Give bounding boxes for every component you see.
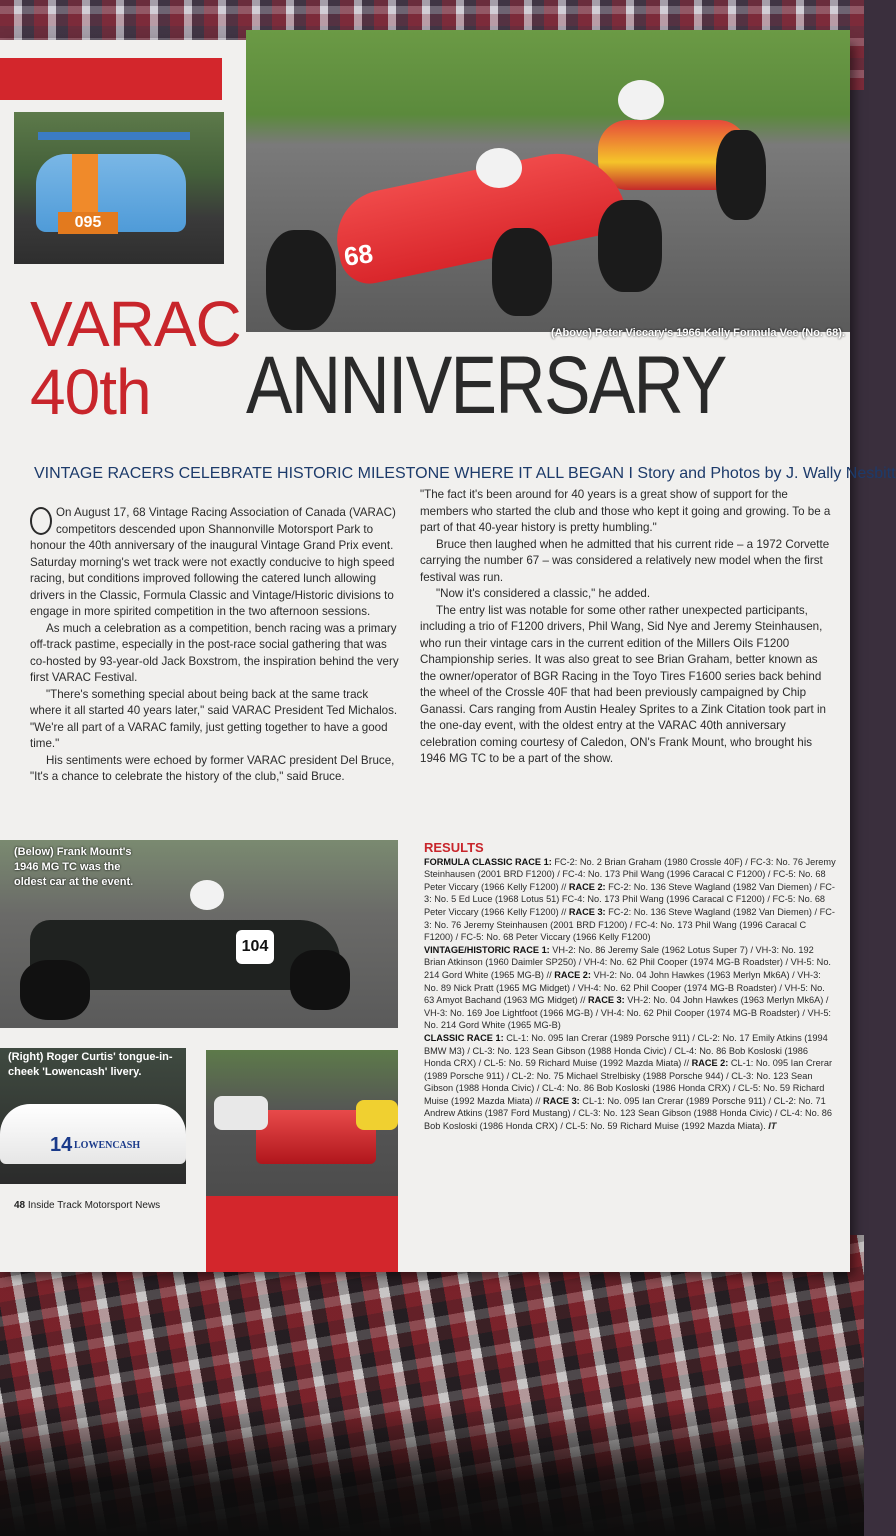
results-entry: VH-2: No. 04 John Hawkes (1963 Merlyn Mk6A) / VH-3: No. 169 Joe Lightfoot (1966 MG-B) / VH-4: No. 62 Phil Cooper (1974 MG-B Roadster) / VH-5: No. 214 Gord White (1965 MG-B): [424, 995, 831, 1031]
caption-above: (Above) Peter Viccary's 1966 Kelly Formula Vee (No. 68).: [550, 327, 845, 339]
paragraph: "The fact it's been around for 40 years is a great show of support for the members who started the club and those who kept it going and growing. To be a part of that 40-year history is pretty humbling.": [420, 488, 831, 534]
porsche944-number: 14: [50, 1134, 73, 1156]
results-label: RACE 2:: [691, 1058, 729, 1069]
results-entry: VH-2: No. 86 Jeremy Sale (1962 Lotus Super 7) / VH-3: No. 192 Brian Atkinson (1960 Daimler SP250) / VH-4: No. 62 Phil Cooper (1974 MG-B Roadster) / VH-5: No. 214 Gord White (1965 MG-B) //: [424, 944, 831, 980]
results-section: [424, 842, 836, 1133]
paragraph: Bruce then laughed when he admitted that his current ride – a 1972 Corvette carrying the number 67 – was considered a relatively new model when the first festival was run.: [420, 537, 830, 584]
results-label: RACE 3:: [587, 995, 625, 1006]
results-label: CLASSIC RACE 1:: [424, 1032, 504, 1043]
deck-kicker: VINTAGE RACERS CELEBRATE HISTORIC MILESTONE WHERE IT ALL BEGAN: [34, 465, 625, 482]
paragraph-text: On August 17, 68 Vintage Racing Association of Canada (VARAC) competitors descended upon Shannonville Motorsport Park to honour the 40th anniversary of the inaugural Vintage Grand Prix event. Saturday morning's wet track were not exactly conducive to high speed racing, but conditions improved following the catered lunch allowing drivers in the Classic, Formula Classic and Vintage/Historic divisions to engage in more spirited competition in the two afternoon sessions.: [30, 506, 396, 618]
publication-name: Inside Track Motorsport News: [27, 1200, 161, 1211]
plaid-fabric-foreground: [0, 1235, 864, 1536]
results-text: [424, 856, 836, 1133]
tire: [716, 130, 766, 220]
porsche-number: 095: [58, 212, 118, 234]
caption-below: (Below) Frank Mount's 1946 MG TC was the oldest car at the event.: [14, 846, 134, 888]
helmet: [190, 880, 224, 910]
paragraph: [30, 505, 402, 621]
dark-shadow: [0, 1405, 864, 1536]
results-label: RACE 2:: [554, 969, 591, 980]
results-label: VINTAGE/HISTORIC RACE 1:: [424, 944, 550, 955]
paragraph: As much a celebration as a competition, bench racing was a primary off-track pastime, especially in the post-race social gathering that was co-hosted by 93-year-old Jack Boxstrom, the inspiration behind the very first VARAC Festival.: [30, 621, 399, 684]
title-40th: 40th: [30, 356, 151, 428]
title-varac: VARAC: [30, 288, 241, 360]
red-accent-bar-bottom: [206, 1196, 398, 1272]
tire: [492, 228, 552, 316]
yellow-race-car: [356, 1100, 398, 1130]
lowencash-label: LOWENCASH: [74, 1140, 141, 1151]
helmet: [476, 148, 522, 188]
helmet: [618, 80, 664, 120]
results-label: FORMULA CLASSIC RACE 1:: [424, 856, 552, 867]
dropcap: [30, 507, 52, 535]
red-accent-bar: [0, 58, 222, 100]
end-mark: IT: [768, 1121, 777, 1132]
magazine-page: [0, 40, 896, 1272]
tire: [20, 960, 90, 1020]
porsche-wing: [38, 132, 190, 140]
paragraph: "There's something special about being back at the same track where it all started 40 years later," said VARAC President Ted Michalos. "We're all part of a VARAC family, just getting together to have a good time.": [30, 687, 398, 750]
results-heading: RESULTS: [424, 840, 484, 855]
tire: [290, 950, 350, 1010]
body-column-left: [30, 505, 402, 786]
deck-separator: I: [624, 465, 638, 482]
vee-number: 68: [341, 238, 375, 272]
results-entry: CL-1: No. 095 Ian Crerar (1989 Porsche 911) / CL-2: No. 75 Michael Strelbisky (1988 Porsche 944) / CL-3: No. 123 Sean Gibson (1988 Honda Civic) / CL-4: No. 86 Bob Kosloski (1986 Honda CRX) / CL-5: No. 59 Richard Muise (1992 Mazda Miata) //: [424, 1058, 833, 1106]
photo-formula-vee: [246, 30, 850, 332]
title-anniversary: ANNIVERSARY: [246, 340, 726, 431]
porsche944-body: [0, 1104, 186, 1164]
caption-right: (Right) Roger Curtis' tongue-in-cheek 'Lowencash' livery.: [8, 1051, 173, 1078]
results-entry: FC-2: No. 136 Steve Wagland (1982 Van Diemen) / FC-3: No. 5 Ed Luce (1968 Lotus 51) FC-4: No. 173 Phil Wang (1996 Caracal C F1200) / FC-5: No. 68 Peter Viccary (1966 Kelly F1200) //: [424, 881, 835, 917]
results-label: RACE 2:: [568, 881, 606, 892]
white-race-car: [214, 1096, 268, 1130]
results-label: RACE 3:: [542, 1095, 580, 1106]
body-column-right: [420, 487, 832, 768]
page-footer: [14, 1200, 160, 1211]
mg-number: 104: [236, 930, 274, 964]
byline: Story and Photos by J. Wally Nesbitt: [637, 465, 896, 482]
results-entry: CL-1: No. 095 Ian Crerar (1989 Porsche 911) / CL-2: No. 17 Emily Atkins (1994 BMW M3) / CL-3: No. 123 Sean Gibson (1988 Honda Civic) / CL-4: No. 86 Bob Kosloski (1986 Honda CRX) / CL-5: No. 59 Richard Muise (1992 Mazda Miata) //: [424, 1032, 828, 1069]
photo-porsche-095: [14, 112, 224, 264]
tire: [598, 200, 662, 292]
page-number: 48: [14, 1200, 26, 1211]
results-entry: FC-2: No. 136 Steve Wagland (1982 Van Diemen) / FC-3: No. 76 Jeremy Steinhausen (2001 BRD F1200) / FC-4: No. 173 Phil Wang (1996 Caracal C F1200) / FC-5: No. 68 Peter Viccary (1966 Kelly F1200): [424, 906, 835, 943]
paragraph: "Now it's considered a classic," he added.: [436, 587, 651, 600]
paragraph: His sentiments were echoed by former VARAC president Del Bruce, "It's a chance to celebrate the history of the club," said Bruce.: [30, 753, 395, 783]
results-entry: FC-2: No. 2 Brian Graham (1980 Crossle 40F) / FC-3: No. 76 Jeremy Steinhausen (2001 BRD F1200) / FC-4: No. 173 Phil Wang (1996 Caracal C F1200) / FC-5: No. 68 Peter Viccary (1966 Kelly F1200) //: [424, 856, 836, 892]
results-entry: CL-1: No. 095 Ian Crerar (1989 Porsche 911) / CL-2: No. 71 Andrew Atkins (1987 Ford Mustang) / CL-3: No. 123 Sean Gibson (1988 Honda Civic) / CL-4: No. 86 Bob Kosloski (1986 Honda CRX) / CL-5: No. 59 Richard Muise (1992 Mazda Miata).: [424, 1095, 833, 1132]
photo-race-pack: [206, 1050, 398, 1206]
deck-line: [34, 465, 896, 483]
tire: [266, 230, 336, 330]
paragraph: The entry list was notable for some other rather unexpected participants, including a trio of F1200 drivers, Phil Wang, Sid Nye and Jeremy Steinhausen, who run their vintage cars in the current edition of the Millers Oils F1200 Championship series. It was also great to see Brian Graham, better known as the owner/operator of BGR Racing in the Toyo Tires F1600 series back behind the wheel of the Crossle 40F that had been previously campaigned by Chip Ganassi. Cars ranging from Austin Healey Sprites to a Zink Citation took part in the one-day event, with the oldest entry at the VARAC 40th anniversary celebration coming courtesy of Caledon, ON's Frank Mount, who brought his 1946 MG TC to be a part of the show.: [420, 603, 826, 765]
results-label: RACE 3:: [568, 906, 606, 917]
results-entry: VH-2: No. 04 John Hawkes (1963 Merlyn Mk6A) / VH-3: No. 89 Nick Pratt (1965 MG Midget) / VH-4: No. 62 Phil Cooper (1974 MG-B Roadster) / VH-5: No. 63 Amyot Bachand (1963 MG Midget) //: [424, 969, 825, 1006]
